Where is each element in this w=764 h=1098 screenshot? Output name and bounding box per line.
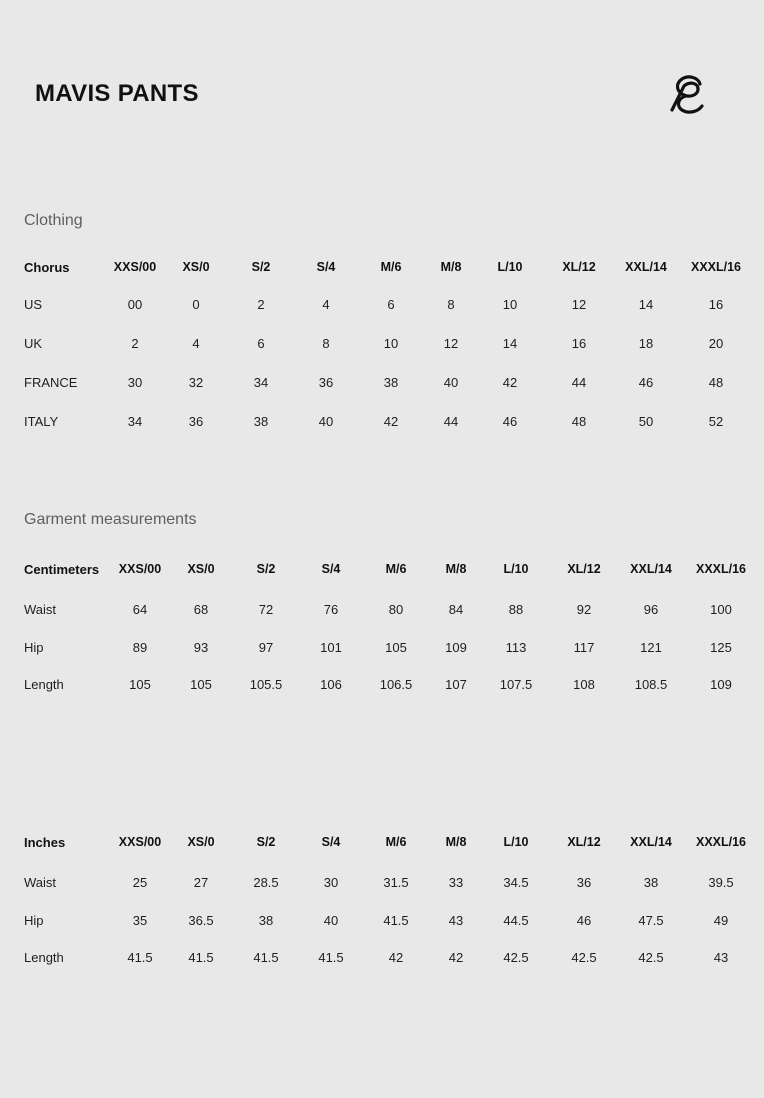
clothing-cell: 14 bbox=[502, 336, 518, 351]
centimeters-size-header: M/6 bbox=[385, 562, 407, 576]
clothing-cell: 32 bbox=[188, 375, 204, 390]
clothing-row-label: ITALY bbox=[24, 414, 59, 429]
inches-cell: 41.5 bbox=[253, 950, 279, 965]
clothing-cell: 42 bbox=[383, 414, 399, 429]
centimeters-cell: 107 bbox=[445, 677, 467, 692]
clothing-cell: 46 bbox=[638, 375, 654, 390]
clothing-cell: 4 bbox=[192, 336, 200, 351]
clothing-cell: 38 bbox=[253, 414, 269, 429]
centimeters-cell: 106 bbox=[320, 677, 342, 692]
centimeters-cell: 97 bbox=[258, 640, 274, 655]
clothing-cell: 52 bbox=[708, 414, 724, 429]
centimeters-cell: 92 bbox=[576, 602, 592, 617]
centimeters-size-header: S/2 bbox=[256, 562, 276, 576]
centimeters-row-label: Waist bbox=[24, 602, 57, 617]
inches-cell: 40 bbox=[323, 913, 339, 928]
inches-size-header: XL/12 bbox=[567, 835, 601, 849]
centimeters-cell: 88 bbox=[508, 602, 524, 617]
centimeters-cell: 125 bbox=[710, 640, 732, 655]
inches-cell: 43 bbox=[448, 913, 464, 928]
inches-cell: 27 bbox=[193, 875, 209, 890]
inches-cell: 42.5 bbox=[503, 950, 529, 965]
clothing-cell: 12 bbox=[443, 336, 459, 351]
clothing-cell: 44 bbox=[571, 375, 587, 390]
inches-cell: 46 bbox=[576, 913, 592, 928]
centimeters-cell: 121 bbox=[640, 640, 662, 655]
clothing-size-header: XS/0 bbox=[182, 260, 210, 274]
centimeters-cell: 109 bbox=[445, 640, 467, 655]
clothing-cell: 34 bbox=[253, 375, 269, 390]
centimeters-cell: 108 bbox=[573, 677, 595, 692]
centimeters-size-header: XXL/14 bbox=[630, 562, 672, 576]
inches-cell: 49 bbox=[713, 913, 729, 928]
inches-cell: 35 bbox=[132, 913, 148, 928]
clothing-cell: 16 bbox=[708, 297, 724, 312]
inches-size-header: M/6 bbox=[385, 835, 407, 849]
clothing-cell: 20 bbox=[708, 336, 724, 351]
clothing-header-label: Chorus bbox=[24, 260, 70, 275]
inches-size-header: S/2 bbox=[256, 835, 276, 849]
centimeters-row-label: Hip bbox=[24, 640, 44, 655]
clothing-cell: 30 bbox=[127, 375, 143, 390]
clothing-cell: 10 bbox=[383, 336, 399, 351]
centimeters-cell: 89 bbox=[132, 640, 148, 655]
clothing-cell: 2 bbox=[131, 336, 139, 351]
clothing-row-label: UK bbox=[24, 336, 43, 351]
clothing-cell: 48 bbox=[708, 375, 724, 390]
inches-size-header: M/8 bbox=[445, 835, 467, 849]
clothing-cell: 2 bbox=[257, 297, 265, 312]
centimeters-cell: 84 bbox=[448, 602, 464, 617]
inches-cell: 42 bbox=[388, 950, 404, 965]
clothing-cell: 6 bbox=[387, 297, 395, 312]
inches-cell: 31.5 bbox=[383, 875, 409, 890]
clothing-cell: 10 bbox=[502, 297, 518, 312]
centimeters-cell: 100 bbox=[710, 602, 732, 617]
inches-size-header: XXS/00 bbox=[118, 835, 162, 849]
section-title-clothing: Clothing bbox=[24, 212, 83, 229]
centimeters-size-header: XXXL/16 bbox=[695, 562, 747, 576]
centimeters-cell: 105 bbox=[190, 677, 212, 692]
clothing-size-header: M/6 bbox=[380, 260, 402, 274]
section-title-garment: Garment measurements bbox=[24, 511, 197, 528]
inches-cell: 38 bbox=[643, 875, 659, 890]
inches-cell: 28.5 bbox=[253, 875, 279, 890]
clothing-size-header: M/8 bbox=[440, 260, 462, 274]
centimeters-cell: 64 bbox=[132, 602, 148, 617]
inches-cell: 41.5 bbox=[383, 913, 409, 928]
clothing-cell: 4 bbox=[322, 297, 330, 312]
centimeters-cell: 105 bbox=[385, 640, 407, 655]
inches-cell: 47.5 bbox=[638, 913, 664, 928]
clothing-row-label: US bbox=[24, 297, 43, 312]
centimeters-cell: 108.5 bbox=[634, 677, 668, 692]
clothing-cell: 8 bbox=[447, 297, 455, 312]
centimeters-size-header: S/4 bbox=[321, 562, 341, 576]
clothing-cell: 44 bbox=[443, 414, 459, 429]
inches-size-header: XS/0 bbox=[187, 835, 215, 849]
centimeters-cell: 101 bbox=[320, 640, 342, 655]
clothing-size-header: XXL/14 bbox=[625, 260, 667, 274]
inches-cell: 42.5 bbox=[638, 950, 664, 965]
clothing-cell: 00 bbox=[127, 297, 143, 312]
clothing-cell: 36 bbox=[318, 375, 334, 390]
inches-size-header: S/4 bbox=[321, 835, 341, 849]
inches-cell: 41.5 bbox=[188, 950, 214, 965]
centimeters-row-label: Length bbox=[24, 677, 64, 692]
centimeters-size-header: M/8 bbox=[445, 562, 467, 576]
clothing-cell: 14 bbox=[638, 297, 654, 312]
centimeters-cell: 106.5 bbox=[379, 677, 413, 692]
inches-row-label: Length bbox=[24, 950, 64, 965]
inches-header-label: Inches bbox=[24, 835, 66, 850]
inches-cell: 33 bbox=[448, 875, 464, 890]
clothing-cell: 16 bbox=[571, 336, 587, 351]
inches-size-header: XXL/14 bbox=[630, 835, 672, 849]
centimeters-cell: 96 bbox=[643, 602, 659, 617]
centimeters-cell: 117 bbox=[573, 640, 595, 655]
clothing-cell: 50 bbox=[638, 414, 654, 429]
centimeters-cell: 105.5 bbox=[249, 677, 283, 692]
inches-cell: 39.5 bbox=[708, 875, 734, 890]
brand-logo-icon bbox=[664, 70, 712, 118]
centimeters-cell: 105 bbox=[129, 677, 151, 692]
inches-cell: 25 bbox=[132, 875, 148, 890]
centimeters-cell: 93 bbox=[193, 640, 209, 655]
inches-cell: 41.5 bbox=[318, 950, 344, 965]
inches-cell: 36.5 bbox=[188, 913, 214, 928]
inches-cell: 43 bbox=[713, 950, 729, 965]
clothing-cell: 40 bbox=[318, 414, 334, 429]
clothing-cell: 46 bbox=[502, 414, 518, 429]
inches-cell: 42 bbox=[448, 950, 464, 965]
inches-size-header: L/10 bbox=[503, 835, 529, 849]
clothing-cell: 34 bbox=[127, 414, 143, 429]
centimeters-header-label: Centimeters bbox=[24, 562, 100, 577]
clothing-size-header: S/4 bbox=[316, 260, 336, 274]
centimeters-cell: 68 bbox=[193, 602, 209, 617]
clothing-cell: 48 bbox=[571, 414, 587, 429]
clothing-cell: 40 bbox=[443, 375, 459, 390]
centimeters-cell: 76 bbox=[323, 602, 339, 617]
page-title: MAVIS PANTS bbox=[35, 80, 199, 107]
centimeters-cell: 113 bbox=[505, 640, 527, 655]
clothing-size-header: S/2 bbox=[251, 260, 271, 274]
clothing-size-header: XL/12 bbox=[562, 260, 596, 274]
clothing-size-header: XXS/00 bbox=[113, 260, 157, 274]
clothing-cell: 0 bbox=[192, 297, 200, 312]
inches-cell: 44.5 bbox=[503, 913, 529, 928]
inches-cell: 41.5 bbox=[127, 950, 153, 965]
inches-cell: 34.5 bbox=[503, 875, 529, 890]
inches-row-label: Hip bbox=[24, 913, 44, 928]
centimeters-size-header: XL/12 bbox=[567, 562, 601, 576]
centimeters-size-header: XXS/00 bbox=[118, 562, 162, 576]
centimeters-cell: 72 bbox=[258, 602, 274, 617]
clothing-size-header: L/10 bbox=[497, 260, 523, 274]
clothing-cell: 42 bbox=[502, 375, 518, 390]
centimeters-cell: 80 bbox=[388, 602, 404, 617]
clothing-cell: 38 bbox=[383, 375, 399, 390]
centimeters-size-header: XS/0 bbox=[187, 562, 215, 576]
inches-cell: 36 bbox=[576, 875, 592, 890]
centimeters-size-header: L/10 bbox=[503, 562, 529, 576]
inches-row-label: Waist bbox=[24, 875, 57, 890]
inches-cell: 38 bbox=[258, 913, 274, 928]
clothing-row-label: FRANCE bbox=[24, 375, 78, 390]
clothing-cell: 8 bbox=[322, 336, 330, 351]
centimeters-cell: 107.5 bbox=[499, 677, 533, 692]
inches-cell: 30 bbox=[323, 875, 339, 890]
inches-size-header: XXXL/16 bbox=[695, 835, 747, 849]
inches-cell: 42.5 bbox=[571, 950, 597, 965]
clothing-cell: 12 bbox=[571, 297, 587, 312]
clothing-cell: 6 bbox=[257, 336, 265, 351]
centimeters-cell: 109 bbox=[710, 677, 732, 692]
clothing-cell: 36 bbox=[188, 414, 204, 429]
clothing-size-header: XXXL/16 bbox=[690, 260, 742, 274]
clothing-cell: 18 bbox=[638, 336, 654, 351]
